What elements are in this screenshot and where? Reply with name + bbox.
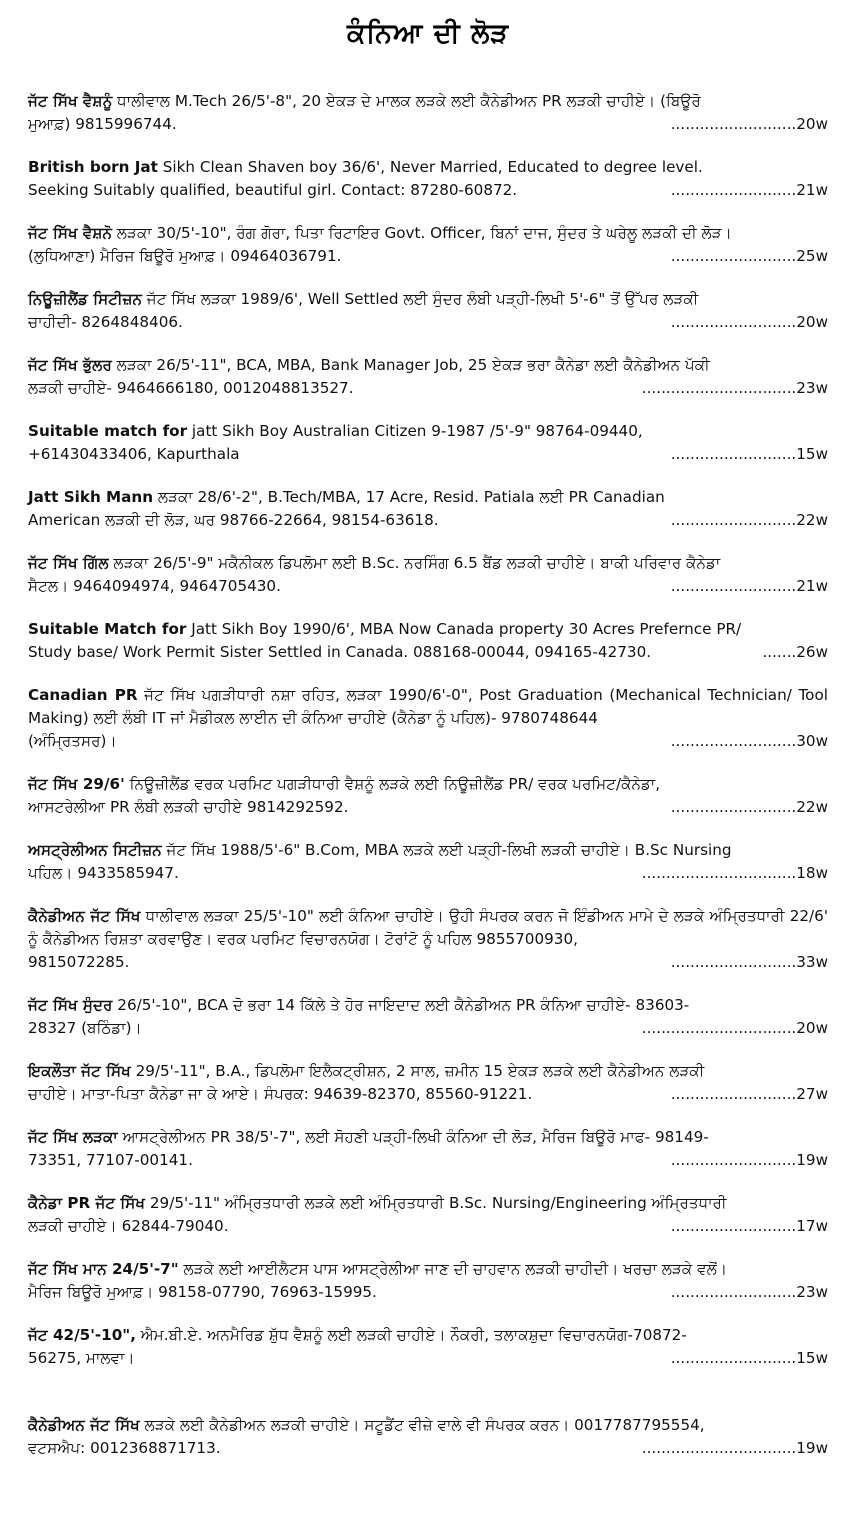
ad-code: ..........................20w: [670, 115, 828, 133]
ad-lead: ਜੱਟ ਸਿੱਖ ਸੁੰਦਰ: [28, 996, 113, 1014]
ad-lead: Suitable match for: [28, 422, 188, 440]
ad-text: 29/5'-11", B.A., ਡਿਪਲੋਮਾ ਇਲੈਕਟ੍ਰੀਸ਼ਨ, 2 ਸਾਲ, ਜ਼ਮੀਨ 15 ਏਕੜ ਲੜਕੇ ਲਈ ਕੈਨੇਡੀਅਨ ਲੜਕੀ: [130, 1062, 705, 1080]
ad-body: [28, 354, 828, 377]
ad-text: ਧਾਲੀਵਾਲ ਲੜਕਾ 25/5'-10" ਲਈ ਕੰਨਿਆ ਚਾਹੀਏ। ਉਹੀ ਸੰਪਰਕ ਕਰਨ ਜੋ ਇੰਡੀਅਨ ਮਾਮੇ ਦੇ ਲੜਕੇ ਅੰਮ੍ਰਿਤਧਾਰੀ 22/6' ਨੂੰ ਕੈਨੇਡੀਅਨ ਰਿਸ਼ਤਾ ਕਰਵਾਉਣ। ਵਰਕ ਪਰਮਿਟ ਵਿਚਾਰਨਯੋਗ। ਟੋਰਾਂਟੋ ਨੂੰ ਪਹਿਲ 9855700930,: [28, 907, 828, 948]
ad-code: ..........................22w: [670, 511, 828, 529]
ad-entry: [28, 354, 828, 400]
page-title: ਕੰਨਿਆ ਦੀ ਲੋੜ: [346, 18, 510, 49]
ad-tail: 56275, ਮਾਲਵਾ।: [28, 1349, 135, 1367]
ad-body: [28, 486, 828, 509]
ad-last-line: [28, 1149, 828, 1172]
ad-last-line: [28, 1437, 828, 1460]
ad-last-line: [28, 575, 828, 598]
ad-body: [28, 905, 828, 951]
ad-text: 26/5'-10", BCA ਦੋ ਭਰਾ 14 ਕਿੱਲੇ ਤੇ ਹੋਰ ਜਾਇਦਾਦ ਲਈ ਕੈਨੇਡੀਅਨ PR ਕੰਨਿਆ ਚਾਹੀਏ- 83603-: [112, 996, 690, 1014]
ad-code: ..........................21w: [670, 181, 828, 199]
ad-lead: ਇਕਲੌਤਾ ਜੱਟ ਸਿੱਖ: [28, 1062, 131, 1080]
ad-last-line: [28, 1281, 828, 1304]
ad-lead: British born Jat: [28, 158, 158, 176]
ad-lead: ਜੱਟ ਸਿੱਖ ਮਾਨ 24/5'-7": [28, 1260, 179, 1278]
ad-body: [28, 1258, 828, 1281]
ad-code: ..........................25w: [670, 247, 828, 265]
ad-body: [28, 618, 828, 641]
ad-code: ..........................17w: [670, 1217, 828, 1235]
ad-code: ..........................30w: [670, 732, 828, 750]
ad-entry: [28, 1258, 828, 1304]
ad-entry: [28, 994, 828, 1040]
ad-entry: [28, 486, 828, 532]
ad-lead: ਨਿਊਜ਼ੀਲੈਂਡ ਸਿਟੀਜ਼ਨ: [28, 290, 142, 308]
ad-body: [28, 156, 828, 179]
ad-lead: ਕੈਨੇਡੀਅਨ ਜੱਟ ਸਿੱਖ: [28, 1416, 140, 1434]
ad-lead: ਜੱਟ ਸਿੱਖ ਵੈਸ਼ਨੋ: [28, 224, 112, 242]
ad-lead: ਜੱਟ ਸਿੱਖ ਗਿੱਲ: [28, 554, 109, 572]
ad-code: ................................23w: [641, 379, 828, 397]
ad-entry: [28, 684, 828, 753]
ad-entry: [28, 552, 828, 598]
ad-body: [28, 222, 828, 245]
ad-last-line: [28, 1347, 828, 1370]
ad-text: ਜੱਟ ਸਿੱਖ ਲੜਕਾ 1989/6', Well Settled ਲਈ ਸੁੰਦਰ ਲੰਬੀ ਪੜ੍ਹੀ-ਲਿਖੀ 5'-6" ਤੋਂ ਉੱਪਰ ਲੜਕੀ: [141, 290, 699, 308]
ad-code: ..........................22w: [670, 798, 828, 816]
ad-code: ..........................15w: [670, 445, 828, 463]
ad-lead: ਕੈਨੇਡਾ PR ਜੱਟ ਸਿੱਖ: [28, 1194, 146, 1212]
ad-entry: [28, 773, 828, 819]
ad-entry: [28, 1192, 828, 1238]
ad-text: ਲੜਕਾ 26/5'-11", BCA, MBA, Bank Manager Job, 25 ਏਕੜ ਭਰਾ ਕੈਨੇਡਾ ਲਈ ਕੈਨੇਡੀਅਨ ਪੱਕੀ: [111, 356, 710, 374]
ad-tail: ਵਟਸਐਪ: 0012368871713.: [28, 1439, 221, 1457]
ad-body: [28, 1060, 828, 1083]
ad-last-line: [28, 377, 828, 400]
ad-last-line: [28, 641, 828, 664]
ad-last-line: [28, 245, 828, 268]
ad-last-line: [28, 113, 828, 136]
ad-entry: [28, 839, 828, 885]
ad-body: [28, 773, 828, 796]
ad-text: ਲੜਕਾ 30/5'-10", ਰੰਗ ਗੋਰਾ, ਪਿਤਾ ਰਿਟਾਇਰ Govt. Officer, ਬਿਨਾਂ ਦਾਜ, ਸੁੰਦਰ ਤੇ ਘਰੇਲੂ ਲੜਕੀ ਦੀ ਲੋੜ।: [111, 224, 732, 242]
ad-last-line: [28, 179, 828, 202]
ad-entry: [28, 1414, 828, 1460]
ad-text: ਲੜਕਾ 28/6'-2", B.Tech/MBA, 17 Acre, Resid. Patiala ਲਈ PR Canadian: [153, 488, 665, 506]
ad-text: ਜੱਟ ਸਿੱਖ ਪਗੜੀਧਾਰੀ ਨਸ਼ਾ ਰਹਿਤ, ਲੜਕਾ 1990/6'-0", Post Graduation (Mechanical Technician/ Tool Making) ਲਈ ਲੰਬੀ IT ਜਾਂ ਮੈਡੀਕਲ ਲਾਈਨ ਦੀ ਕੰਨਿਆ ਚਾਹੀਏ (ਕੈਨੇਡਾ ਨੂੰ ਪਹਿਲ)- 9780748644: [28, 686, 828, 727]
ad-code: ..........................23w: [670, 1283, 828, 1301]
ad-entry: [28, 156, 828, 202]
ad-code: ..........................27w: [670, 1085, 828, 1103]
ad-body: [28, 1324, 828, 1347]
ad-text: ਲੜਕਾ 26/5'-9" ਮਕੈਨੀਕਲ ਡਿਪਲੋਮਾ ਲਈ B.Sc. ਨਰਸਿੰਗ 6.5 ਬੈਂਡ ਲੜਕੀ ਚਾਹੀਏ। ਬਾਕੀ ਪਰਿਵਾਰ ਕੈਨੇਡਾ: [108, 554, 721, 572]
ad-tail: ਮੁਆਫ਼) 9815996744.: [28, 115, 177, 133]
ad-last-line: [28, 311, 828, 334]
ad-tail: American ਲੜਕੀ ਦੀ ਲੋੜ, ਘਰ 98766-22664, 98154-63618.: [28, 511, 439, 529]
ad-tail: Study base/ Work Permit Sister Settled in Canada. 088168-00044, 094165-42730.: [28, 643, 652, 661]
ad-body: [28, 839, 828, 862]
ad-tail: +61430433406, Kapurthala: [28, 445, 240, 463]
ad-entry: [28, 1126, 828, 1172]
ad-body: [28, 1126, 828, 1149]
ad-tail: 9815072285.: [28, 953, 130, 971]
ad-lead: ਜੱਟ ਸਿੱਖ ਵੈਸ਼ਨੂੰ: [28, 92, 113, 110]
ad-body: [28, 90, 828, 113]
ad-entry: [28, 1324, 828, 1370]
ad-code: ..........................21w: [670, 577, 828, 595]
ad-lead: Jatt Sikh Mann: [28, 488, 154, 506]
ad-tail: ਲੜਕੀ ਚਾਹੀਏ- 9464666180, 0012048813527.: [28, 379, 354, 397]
ad-last-line: [28, 862, 828, 885]
ad-tail: (ਅੰਮ੍ਰਿਤਸਰ)।: [28, 732, 117, 750]
ad-last-line: [28, 1215, 828, 1238]
ad-tail: Seeking Suitably qualified, beautiful girl. Contact: 87280-60872.: [28, 181, 518, 199]
ad-code: ..........................33w: [670, 953, 828, 971]
ad-tail: ਚਾਹੀਏ। ਮਾਤਾ-ਪਿਤਾ ਕੈਨੇਡਾ ਜਾ ਕੇ ਆਏ। ਸੰਪਰਕ: 94639-82370, 85560-91221.: [28, 1085, 533, 1103]
ad-entry: [28, 90, 828, 136]
ad-body: [28, 288, 828, 311]
ad-text: ਆਸਟ੍ਰੇਲੀਅਨ PR 38/5'-7", ਲਈ ਸੋਹਣੀ ਪੜ੍ਹੀ-ਲਿਖੀ ਕੰਨਿਆ ਦੀ ਲੋੜ, ਮੈਰਿਜ ਬਿਊਰੋ ਮਾਫ- 98149-: [117, 1128, 709, 1146]
ad-code: ................................18w: [641, 864, 828, 882]
ad-text: 29/5'-11" ਅੰਮ੍ਰਿਤਧਾਰੀ ਲੜਕੇ ਲਈ ਅੰਮ੍ਰਿਤਧਾਰੀ B.Sc. Nursing/Engineering ਅੰਮ੍ਰਿਤਧਾਰੀ: [145, 1194, 727, 1212]
ad-last-line: [28, 951, 828, 974]
ad-code: ..........................20w: [670, 313, 828, 331]
ad-text: Sikh Clean Shaven boy 36/6', Never Married, Educated to degree level.: [157, 158, 703, 176]
ad-entry: [28, 1060, 828, 1106]
ad-tail: ਆਸਟਰੇਲੀਆ PR ਲੰਬੀ ਲੜਕੀ ਚਾਹੀਏ 9814292592.: [28, 798, 349, 816]
ad-lead: ਕੈਨੇਡੀਅਨ ਜੱਟ ਸਿੱਖ: [28, 907, 141, 925]
ad-body: [28, 420, 828, 443]
ad-text: ਲੜਕੇ ਲਈ ਆਈਲੈਟਸ ਪਾਸ ਆਸਟ੍ਰੇਲੀਆ ਜਾਣ ਦੀ ਚਾਹਵਾਨ ਲੜਕੀ ਚਾਹੀਦੀ। ਖਰਚਾ ਲੜਕੇ ਵਲੋਂ।: [178, 1260, 728, 1278]
ad-entry: [28, 288, 828, 334]
ad-text: ਜੱਟ ਸਿੱਖ 1988/5'-6" B.Com, MBA ਲੜਕੇ ਲਈ ਪੜ੍ਹੀ-ਲਿਖੀ ਲੜਕੀ ਚਾਹੀਏ। B.Sc Nursing: [161, 841, 732, 859]
ad-body: [28, 1414, 828, 1437]
ad-lead: ਜੱਟ ਸਿੱਖ 29/6': [28, 775, 125, 793]
ad-tail: (ਲੁਧਿਆਣਾ) ਮੈਰਿਜ ਬਿਊਰੋ ਮੁਆਫ਼। 09464036791.: [28, 247, 342, 265]
ad-entry: [28, 222, 828, 268]
ad-code: ................................19w: [641, 1439, 828, 1457]
ad-last-line: [28, 1083, 828, 1106]
ads-list: [28, 90, 828, 1460]
ad-entry: [28, 618, 828, 664]
ad-code: .......26w: [762, 643, 828, 661]
ad-text: ਨਿਊਜ਼ੀਲੈਂਡ ਵਰਕ ਪਰਮਿਟ ਪਗੜੀਧਾਰੀ ਵੈਸ਼ਨੂੰ ਲੜਕੇ ਲਈ ਨਿਊਜ਼ੀਲੈਂਡ PR/ ਵਰਕ ਪਰਮਿਟ/ਕੈਨੇਡਾ,: [124, 775, 661, 793]
ad-lead: Suitable Match for: [28, 620, 187, 638]
ad-tail: ਸੈਟਲ। 9464094974, 9464705430.: [28, 577, 281, 595]
ad-code: ................................20w: [641, 1019, 828, 1037]
ad-tail: ਪਹਿਲ। 9433585947.: [28, 864, 179, 882]
ad-tail: ਮੈਰਿਜ ਬਿਊਰੋ ਮੁਆਫ਼। 98158-07790, 76963-15995.: [28, 1283, 377, 1301]
ad-lead: Canadian PR: [28, 686, 138, 704]
ad-entry: [28, 420, 828, 466]
ad-body: [28, 552, 828, 575]
ad-text: Jatt Sikh Boy 1990/6', MBA Now Canada property 30 Acres Prefernce PR/: [186, 620, 742, 638]
ad-body: [28, 994, 828, 1017]
ad-text: ਐਮ.ਬੀ.ਏ. ਅਨਮੈਰਿਡ ਸ਼ੁੱਧ ਵੈਸ਼ਨੂੰ ਲਈ ਲੜਕੀ ਚਾਹੀਏ। ਨੌਕਰੀ, ਤਲਾਕਸ਼ੁਦਾ ਵਿਚਾਰਨਯੋਗ-70872-: [135, 1326, 687, 1344]
ad-last-line: [28, 509, 828, 532]
ad-tail: 28327 (ਬਠਿੰਡਾ)।: [28, 1019, 142, 1037]
ad-lead: ਜੱਟ ਸਿੱਖ ਭੁੱਲਰ: [28, 356, 112, 374]
ad-lead: ਜੱਟ 42/5'-10",: [28, 1326, 136, 1344]
ad-last-line: [28, 730, 828, 753]
ad-text: jatt Sikh Boy Australian Citizen 9-1987 /5'-9" 98764-09440,: [187, 422, 643, 440]
ad-body: [28, 684, 828, 730]
ad-code: ..........................15w: [670, 1349, 828, 1367]
ad-last-line: [28, 1017, 828, 1040]
ad-last-line: [28, 796, 828, 819]
ad-lead: ਅਸਟ੍ਰੇਲੀਅਨ ਸਿਟੀਜ਼ਨ: [28, 841, 162, 859]
ad-text: ਧਾਲੀਵਾਲ M.Tech 26/5'-8", 20 ਏਕੜ ਦੇ ਮਾਲਕ ਲੜਕੇ ਲਈ ਕੈਨੇਡੀਅਨ PR ਲੜਕੀ ਚਾਹੀਏ। (ਬਿਊਰੋ: [112, 92, 701, 110]
ad-tail: 73351, 77107-00141.: [28, 1151, 193, 1169]
ad-last-line: [28, 443, 828, 466]
ad-code: ..........................19w: [670, 1151, 828, 1169]
ad-lead: ਜੱਟ ਸਿੱਖ ਲੜਕਾ: [28, 1128, 118, 1146]
ad-text: ਲੜਕੇ ਲਈ ਕੈਨੇਡੀਅਨ ਲੜਕੀ ਚਾਹੀਏ। ਸਟੂਡੈਂਟ ਵੀਜ਼ੇ ਵਾਲੇ ਵੀ ਸੰਪਰਕ ਕਰਨ। 0017787795554,: [139, 1416, 705, 1434]
ad-entry: [28, 905, 828, 974]
ad-tail: ਲੜਕੀ ਚਾਹੀਏ। 62844-79040.: [28, 1217, 229, 1235]
ad-body: [28, 1192, 828, 1215]
ad-tail: ਚਾਹੀਦੀ- 8264848406.: [28, 313, 183, 331]
